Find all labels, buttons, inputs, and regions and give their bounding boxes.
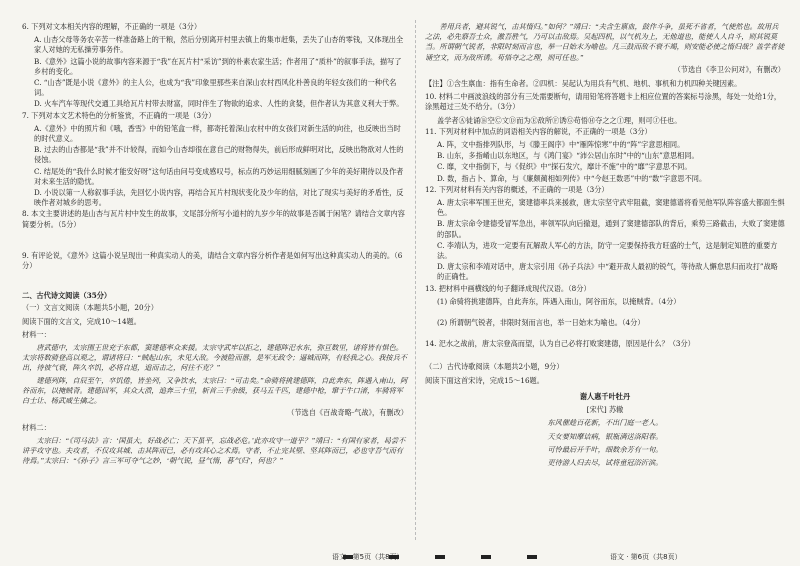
section-2-heading: 二、古代诗文阅读（35分） bbox=[22, 291, 112, 301]
poem-author: [宋代] 苏辙 bbox=[586, 405, 624, 415]
option-11a: A. 阵，文中指排列队形，与《滕王阁序》中“雁阵惊寒”中的“阵”字意思相同。 bbox=[437, 140, 685, 150]
question-7: 7. 下列对本文艺术特色的分析鉴赏，不正确的一项是（3分） bbox=[22, 110, 216, 120]
option-6d: D. 火车汽车等现代交通工具给瓦片村带去财富，同时伴生了物欲的追求、人性的贪婪，但作者认为其意义利大于弊。 bbox=[34, 99, 404, 109]
answer-space-13-2 bbox=[425, 329, 785, 339]
poem-line: 可怜最后开千叶，细数余芳有一旬。 bbox=[547, 445, 663, 454]
answer-space-14 bbox=[425, 352, 785, 362]
question-12: 12. 下列对材料有关内容的概述，不正确的一项是（3分） bbox=[425, 184, 609, 194]
material-2-source: （节选自《李卫公问对》，有删改） bbox=[673, 64, 785, 74]
question-13-part-1: (1) 命骑将挑建德阵，自此奔东，阵遇入南山，阿谷而东，以掩贼背。（4分） bbox=[437, 296, 681, 306]
option-6b: B.《意外》这篇小说的故事内容来源于“我”在瓦片村“采访”到的朴素农家生活；作者用了“质朴”的叙事手法，描写了乡村的变化。 bbox=[34, 56, 402, 76]
material-1-source: （节选自《百战奇略·气战》，有删改） bbox=[287, 408, 408, 418]
question-9: 9. 有评论说，《意外》这篇小说呈现出一种真实动人的美，请结合文章内容分析作者是如何写出这种真实动人的美的。（6分） bbox=[22, 250, 403, 271]
option-12c: C. 李靖认为，进攻一定要有瓦解敌人军心的方法，防守一定要保持我方旺盛的士气，这是制定知胜的重要方法。 bbox=[437, 240, 778, 261]
option-6c: C. “山杏”既是小说《意外》的主人公，也成为“我”印象里那些来自深山农村西风化朴善良的年轻女孩们的一种代名词。 bbox=[34, 78, 397, 98]
question-13-part-2: (2) 所谓朝气锐者，非限时刻而言也，举一日始末为喻也。（4分） bbox=[437, 318, 645, 328]
alignment-mark bbox=[527, 555, 537, 559]
answer-space-8 bbox=[22, 233, 408, 251]
option-11b: B. 山东，多指崤山以东地区，与《鸿门宴》“沛公居山东时”中的“山东”意思相同。 bbox=[437, 151, 699, 161]
page-footer-right: 语文 · 第6页（共8页） bbox=[610, 553, 682, 561]
subsection-2-heading: （二）古代诗歌阅读（本题共2小题，9分） bbox=[425, 362, 564, 372]
alignment-mark bbox=[435, 555, 445, 559]
page-divider bbox=[415, 20, 416, 540]
option-6a: A. 山杏父母等务农辛苦一样准备路上的干粮，然后分别离开村里去镇上的集市赶集，丢失了山杏的零钱，又体现出全家人对她的无私操劳事务件。 bbox=[34, 35, 404, 55]
page-footer-left: 语文 · 第5页（共8页） bbox=[332, 553, 404, 561]
option-12b: B. 唐太宗命令建德受冒军急出，率领军队向后撤退，通到了窦建德部队的背后，乘势三路截击，大败了窦建德的部队。 bbox=[437, 219, 785, 239]
option-12d: D. 唐太宗和李靖对话中，唐太宗引用《孙子兵法》中“避开敌人最初的锐气，等待敌人懈怠思归而攻打”战略的正确性。 bbox=[437, 262, 778, 282]
material-2-label: 材料二： bbox=[22, 422, 51, 432]
option-7a: A.《意外》中的照片和《哦，香雪》中的铅笔盒一样，都寄托着深山农村中的女孩们对新生活的向往，也反映出当时的时代意义。 bbox=[34, 123, 401, 144]
question-14: 14. 汜水之战前，唐太宗登高而望，认为自己必将打败窦建德，原因是什么？（3分） bbox=[425, 339, 695, 349]
option-11c: C. 靡，文中指倒下，与《促织》中“探石发穴，靡计不施”中的“靡”字意思不同。 bbox=[437, 162, 692, 172]
alignment-mark bbox=[481, 555, 491, 559]
option-7b: B. 过去的山杏都是“我”并不计较得，而如今山杏却很在意自己的财物得失，前后形成鲜明对比，反映出物欲对人性的侵蚀。 bbox=[34, 145, 404, 165]
material-2-para-1: 太宗曰：“《司马法》言：‘国虽大，好战必亡；天下虽平，忘战必危。’此亦攻守一道乎？”靖曰：“有国有家者，曷尝不讲乎攻守也。夫攻者，不仅攻其城、击其阵而已，必有攻其心之术焉。守者，不止完其壁、坚其阵而已，必也守吾气而有待焉。”太宗曰：“《孙子》言三军可夺气之妙，‘朝气锐，昼气惰，暮气归’，何也？” bbox=[22, 436, 406, 466]
annotation-note: 【注】①含生禀血：指有生命者。②四机：吴起认为用兵有气机、地机、事机和力机四种关键因素。 bbox=[425, 79, 742, 89]
left-page bbox=[22, 22, 408, 468]
poem-line: 更待游人归去尽，试将童冠浴沂滨。 bbox=[547, 458, 663, 467]
material-1-label: 材料一： bbox=[22, 329, 51, 339]
question-10-sentence: 盖学者Ⓐ徒诵Ⓑ空Ⓒ文Ⓓ而为Ⓔ敌所Ⓕ诱Ⓖ苟悟Ⓗ夺之之Ⓘ理，则可Ⓙ任也。 bbox=[437, 115, 682, 125]
option-11d: D. 数，指占卜、算命，与《廉颇蔺相如列传》中“今赵王数恶”中的“数”字意思不同。 bbox=[437, 173, 707, 183]
answer-space-13-1 bbox=[425, 308, 785, 318]
option-7d: D. 小说以第一人称叙事手法，先回忆小说内容，再结合瓦片村现状变化及少年的信，对比了现实与美好的矛盾性，反映作者对城乡的思考。 bbox=[34, 188, 404, 208]
answer-space-9 bbox=[22, 274, 408, 284]
question-13: 13. 把材料中画横线的句子翻译成现代汉语。（8分） bbox=[425, 283, 591, 293]
question-8: 8. 本文主要讲述的是山杏与瓦片村中发生的故事，文尾部分所写小道村的九岁少年的故事是否属于闲笔？请结合文章内容简要分析。（5分） bbox=[22, 209, 405, 229]
right-page bbox=[425, 22, 785, 471]
material-1-para-2: 建德列阵，自辰至午，卒饥倦，皆坐列，又争饮水，太宗曰：“可击矣。”命骑将挑建德阵，自此奔东，阵遇入南山，阿谷而东，以掩贼背。建德回军，其众大溃，追奔三十里，斩首三千余级，获马五千匹，建德中枪，窜于牛口渚，车骑将军白士让、杨武威生擒之。 bbox=[22, 376, 408, 406]
question-6: 6. 下列对文本相关内容的理解，不正确的一项是（3分） bbox=[22, 22, 202, 31]
poem-title: 谢人惠千叶牡丹 bbox=[579, 391, 631, 401]
subsection-1-heading: （一）文言文阅读（本题共5小题，20分） bbox=[22, 303, 158, 313]
question-11: 11. 下列对材料中加点的词语相关内容的解说，不正确的一项是（3分） bbox=[425, 126, 652, 136]
poem-intro: 阅读下面这首宋诗，完成15～16题。 bbox=[425, 375, 544, 385]
reading-intro: 阅读下面的文言文，完成10～14题。 bbox=[22, 316, 141, 326]
material-2-para-2: 善用兵者，避其锐气，击其惰归。”如何？”靖曰：“夫含生禀血，鼓作斗争，虽死不省者，气使然也。故用兵之法，必先察吾士众，激吾胜气，乃可以击敌焉。吴起四机，以气机为上，无他道也，能使人人自斗，则其锐莫当。所谓朝气锐者，非限时刻而言也，举一日始末为喻也。凡三鼓而敌不衰不竭，则安能必使之惰归哉？盖学者徒诵空文，而为敌所诱。苟悟夺之之理，则可任也。” bbox=[425, 23, 785, 62]
poem-line: 东风催趁百花新，不出门庭一老人。 bbox=[547, 419, 663, 428]
option-12a: A. 唐太宗率军围王世充，窦建德率兵来援救，唐太宗坚守武牢阻截，窦建德谱将看见他军队阵容盛大都面生惧色。 bbox=[437, 198, 785, 218]
poem-line: 天女要知摩诘病，银瓶满送洛阳春。 bbox=[547, 432, 663, 441]
question-10: 10. 材料二中画波浪线的部分有三处需要断句，请用铅笔将答题卡上相应位置的答案标号涂黑，每处一处给1分，涂黑超过三处不给分。（3分） bbox=[425, 92, 782, 112]
option-7c: C. 结尾处的“我什么时候才能安好呀”这句话由问号变成感叹号，标点的巧妙运用细腻刻画了少年的美好期待以及作者对未来生活的隐忧。 bbox=[34, 166, 404, 186]
material-1-para-1: 唐武德中，太宗围王世充于东都，窦建德率众来援。太宗守武牢以拒之，建德阵汜水东，弥亘数里，诸将皆有惧色。太宗将数骑登高以观之，谓诸将曰：“贼起山东，未见大敌。今渡险而嚣，是军无政令；逼城而阵，有轻我之心。我按兵不出，待彼气衰，阵久卒饥，必将自退，追而击之，何往不克？” bbox=[22, 344, 407, 373]
